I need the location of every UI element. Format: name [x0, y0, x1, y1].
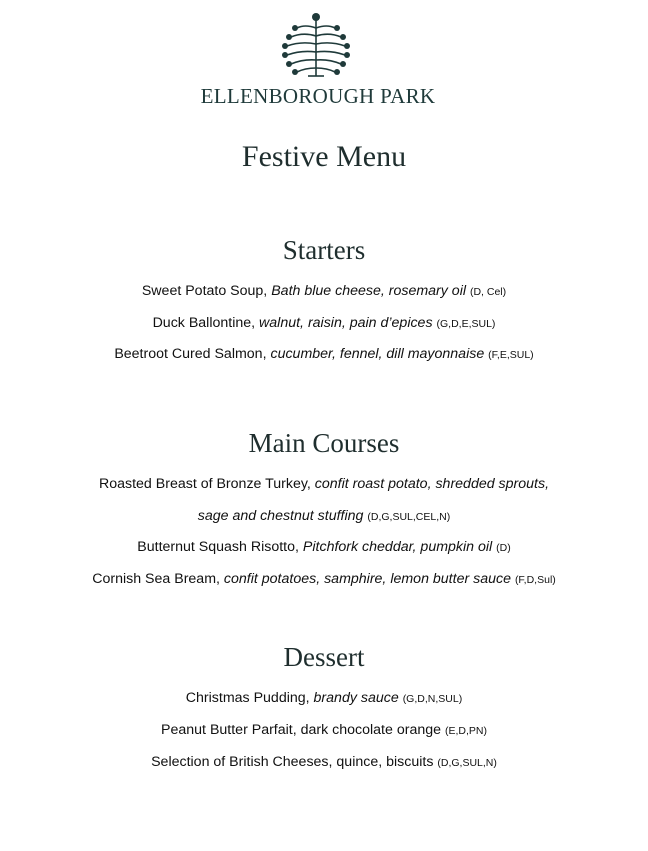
item-description: cucumber, fennel, dill mayonnaise: [270, 346, 485, 362]
item-allergens: (F,D,Sul): [514, 574, 556, 586]
item-name: Cornish Sea Bream,: [92, 571, 220, 587]
item-name: Duck Ballontine,: [152, 315, 256, 331]
item-name: Roasted Breast of Bronze Turkey,: [98, 476, 311, 492]
item-description: Pitchfork cheddar, pumpkin oil: [302, 539, 493, 555]
section-heading-dessert: Dessert: [283, 642, 365, 672]
item-description: sage and chestnut stuffing: [197, 508, 364, 524]
peacock-crest-icon: [275, 10, 357, 82]
item-allergens: (G,D,E,SUL): [436, 318, 496, 330]
item-allergens: (F,E,SUL): [488, 349, 534, 361]
item-name: Peanut Butter Parfait, dark chocolate orange: [161, 722, 442, 738]
item-allergens: (D, Cel): [469, 286, 507, 298]
menu-item: [0, 283, 648, 299]
item-name: Selection of British Cheeses, quince, biscuits: [151, 754, 434, 770]
menu-item: [0, 571, 648, 587]
item-allergens: (D,G,SUL,N): [437, 757, 497, 769]
menu-item: [0, 539, 648, 555]
menu-item: [0, 476, 648, 492]
item-description: confit potatoes, samphire, lemon butter sauce: [223, 571, 511, 587]
item-name: Sweet Potato Soup,: [141, 283, 268, 299]
menu-item: [0, 346, 648, 362]
logo: [188, 10, 448, 108]
section-heading-starters: Starters: [282, 235, 366, 265]
menu-item: [0, 722, 648, 738]
item-name: Butternut Squash Risotto,: [137, 539, 299, 555]
item-description: brandy sauce: [313, 690, 399, 706]
item-description: confit roast potato, shredded sprouts,: [314, 476, 550, 492]
menu-item: [0, 508, 648, 524]
item-description: Bath blue cheese, rosemary oil: [271, 283, 467, 299]
menu-item: [0, 754, 648, 770]
item-description: walnut, raisin, pain d’epices: [259, 315, 433, 331]
logo-text: ELLENBOROUGH PARK: [200, 84, 436, 108]
item-allergens: (D,G,SUL,CEL,N): [367, 511, 451, 523]
menu-item: [0, 315, 648, 331]
item-allergens: (E,D,PN): [444, 725, 487, 737]
item-allergens: (G,D,N,SUL): [402, 693, 463, 705]
menu-item: [0, 690, 648, 706]
item-allergens: (D): [496, 542, 511, 554]
item-name: Beetroot Cured Salmon,: [114, 346, 267, 362]
page-title: Festive Menu: [241, 140, 407, 173]
item-name: Christmas Pudding,: [185, 690, 310, 706]
section-heading-main-courses: Main Courses: [248, 428, 400, 458]
